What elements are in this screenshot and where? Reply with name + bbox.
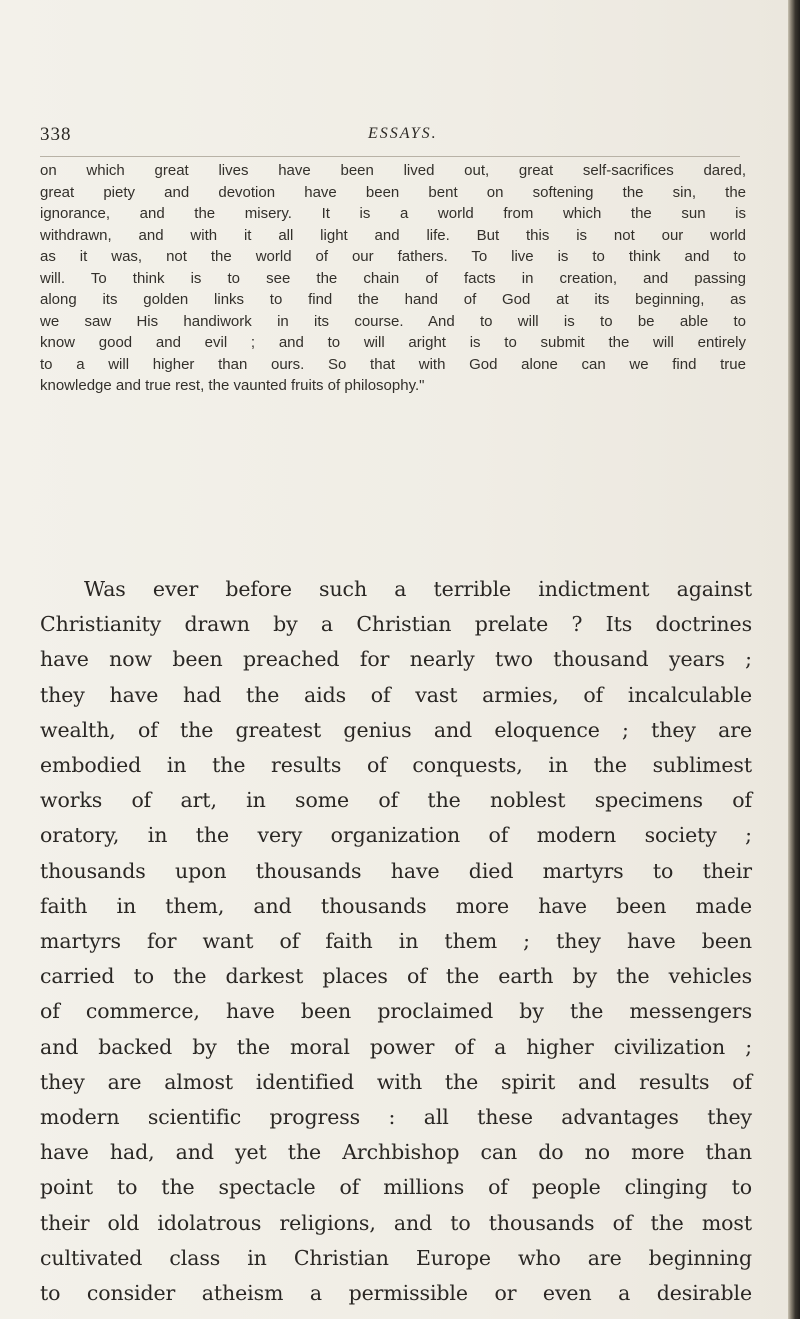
- body-line: carried to the darkest places of the earth by the vehicles: [40, 964, 752, 989]
- body-line: to consider atheism a permissible or even a desirable: [40, 1281, 752, 1306]
- body-line: and backed by the moral power of a higher civilization ;: [40, 1034, 752, 1059]
- quote-line: as it was, not the world of our fathers. To live is to think and to: [40, 248, 746, 265]
- quote-line: will. To think is to see the chain of facts in creation, and passing: [40, 269, 746, 287]
- body-line: modern scientific progress : all these advantages they: [40, 1105, 752, 1130]
- running-head: ESSAYS.: [368, 125, 438, 142]
- body-line: have now been preached for nearly two thousand years ;: [40, 647, 752, 672]
- quote-line: great piety and devotion have been bent on softening the sin, the: [40, 183, 746, 201]
- body-line: they have had the aids of vast armies, of incalculable: [40, 682, 752, 707]
- header-rule: [40, 156, 740, 157]
- body-line: their old idolatrous religions, and to thousands of the most: [40, 1210, 752, 1235]
- quoted-passage: [40, 160, 746, 397]
- body-line: Was ever before such a terrible indictment against: [84, 577, 752, 601]
- body-line: point to the spectacle of millions of people clinging to: [40, 1175, 752, 1200]
- quote-line: withdrawn, and with it all light and life. But this is not our world: [40, 226, 746, 244]
- body-line: thousands upon thousands have died martyrs to their: [40, 858, 752, 883]
- page-number: 338: [40, 124, 72, 145]
- body-line: faith in them, and thousands more have been made: [40, 893, 752, 918]
- body-line: they are almost identified with the spirit and results of: [40, 1069, 752, 1094]
- body-line: of commerce, have been proclaimed by the messengers: [40, 999, 752, 1024]
- quote-line: knowledge and true rest, the vaunted fruits of philosophy.": [40, 377, 425, 394]
- quote-line: to a will higher than ours. So that with God alone can we find true: [40, 355, 746, 373]
- body-line: cultivated class in Christian Europe who are beginning: [40, 1245, 752, 1270]
- quote-line: know good and evil ; and to will aright is to submit the will entirely: [40, 334, 746, 351]
- body-line: embodied in the results of conquests, in the sublimest: [40, 753, 752, 778]
- body-paragraph: [40, 572, 752, 1311]
- body-line: wealth, of the greatest genius and eloquence ; they are: [40, 717, 752, 742]
- book-spine-shadow: [788, 0, 800, 1319]
- body-line: oratory, in the very organization of modern society ;: [40, 823, 752, 848]
- body-line: have had, and yet the Archbishop can do no more than: [40, 1140, 752, 1165]
- body-line: works of art, in some of the noblest specimens of: [40, 788, 752, 813]
- body-line: Christianity drawn by a Christian prelate ? Its doctrines: [40, 612, 752, 637]
- page-header: [40, 124, 740, 154]
- quote-line: ignorance, and the misery. It is a world from which the sun is: [40, 205, 746, 222]
- quote-line: we saw His handiwork in its course. And to will is to be able to: [40, 312, 746, 330]
- body-line: martyrs for want of faith in them ; they have been: [40, 929, 752, 954]
- quote-line: along its golden links to find the hand of God at its beginning, as: [40, 291, 746, 308]
- quote-line: on which great lives have been lived out, great self-sacrifices dared,: [40, 162, 746, 179]
